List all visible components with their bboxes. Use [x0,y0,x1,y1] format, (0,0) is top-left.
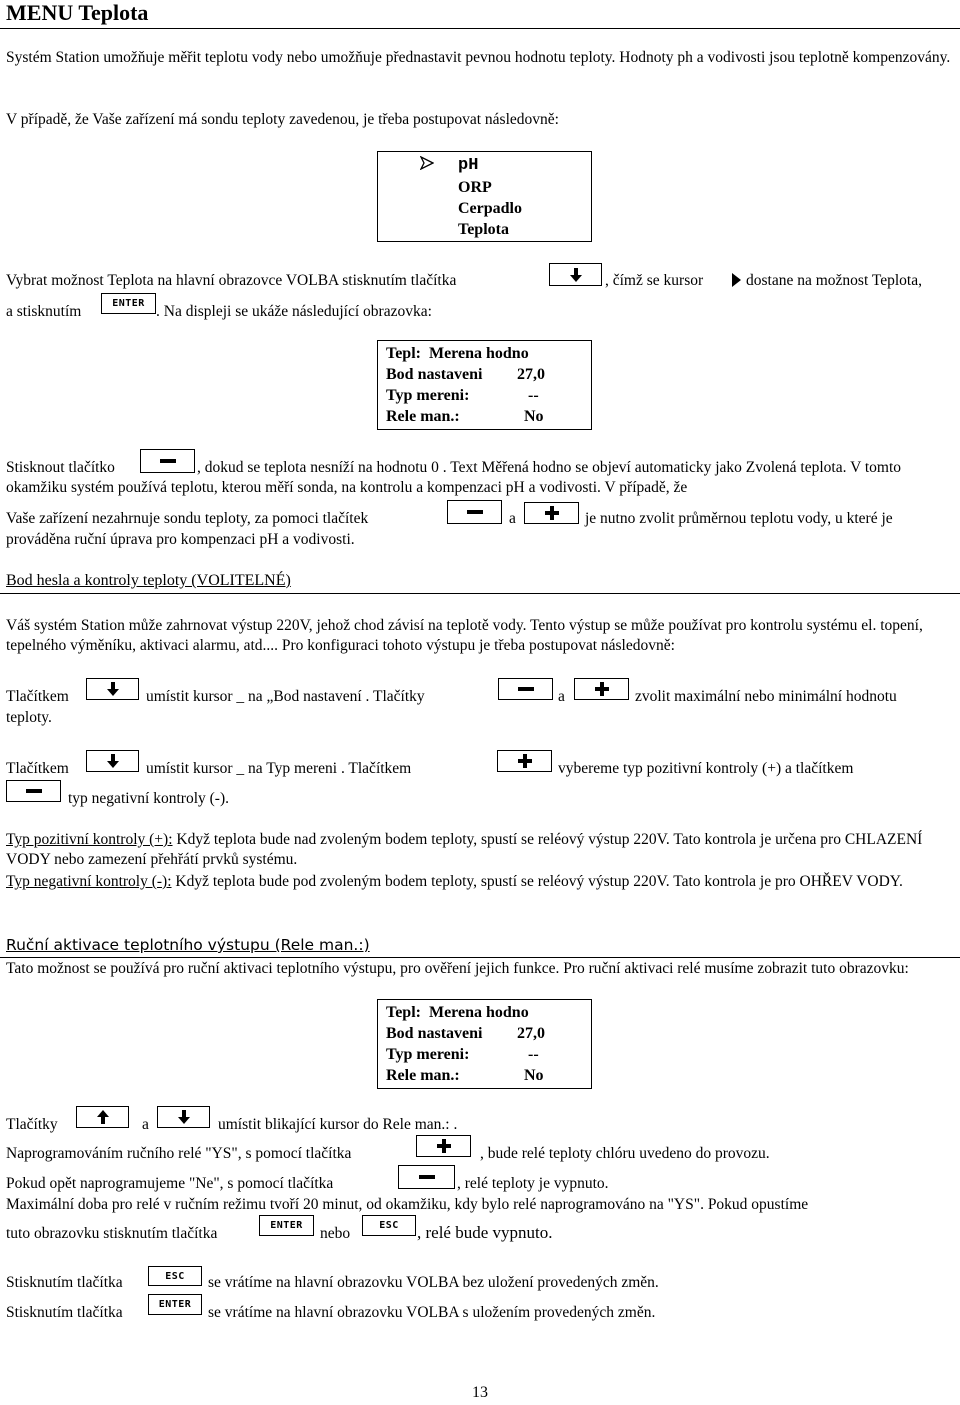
intro-paragraph-1: Systém Station umožňuje měřit teplotu vody nebo umožňuje přednastavit pevnou hodnotu teploty. Hodnoty ph a vodivosti jsou teplotně kompenzovány. [6,49,951,66]
display-row: Typ mereni: -- [386,1046,539,1063]
section1-l1e: teploty. [6,709,52,726]
plus-key-icon [574,678,629,700]
minus-key-icon [447,500,502,524]
temperature-display-screen-1 [377,340,592,430]
display-row: Tepl: Merena hodno [386,345,529,362]
section1-l1a: Tlačítkem [6,688,69,705]
down-arrow-key-icon [86,750,139,772]
plus-key-icon [497,750,552,772]
section1-l2b: umístit kursor _ na Typ mereni . Tlačítkem [146,760,412,777]
down-arrow-key-icon [157,1106,210,1128]
temperature-display-screen-2 [377,999,592,1089]
section2-l2a: Naprogramováním ručního relé "YS", s pomocí tlačítka [6,1145,352,1162]
menu-item-ph: pH [458,156,479,175]
section2-l5a: tuto obrazovku stisknutím tlačítka [6,1225,218,1242]
section2-l6a: Stisknutím tlačítka [6,1274,123,1291]
enter-key-icon: ENTER [259,1215,314,1236]
plus-key-icon [416,1135,471,1157]
page-number: 13 [472,1384,488,1401]
section2-l1a: Tlačítky [6,1116,58,1133]
section2-l2b: , bude relé teploty chlóru uvedeno do provozu. [480,1145,770,1162]
section-title-heslo: Bod hesla a kontroly teploty (VOLITELNÉ) [6,572,291,589]
esc-key-icon: ESC [362,1215,416,1236]
display-row: Rele man.: No [386,408,544,425]
intro-paragraph-2: V případě, že Vaše zařízení má sondu teploty zavedenou, je třeba postupovat následovně: [6,111,559,128]
minus-para-f: prováděna ruční úprava pro kompenzaci pH a vodivosti. [6,531,355,548]
section2-l4: Maximální doba pro relé v ručním režimu tvoří 20 minut, od okamžiku, kdy bylo relé naprogramováno na "YS". Pokud opustíme [6,1196,809,1213]
section1-l2a: Tlačítkem [6,760,69,777]
up-arrow-key-icon [76,1106,129,1128]
display-row: Rele man.: No [386,1067,544,1084]
select-text-c: dostane na možnost Teplota, [746,272,922,289]
section2-l5c: , relé bude vypnuto. [417,1223,553,1242]
minus-para-a: Stisknout tlačítko [6,459,115,476]
display-row: Tepl: Merena hodno [386,1004,529,1021]
section2-l7b: se vrátíme na hlavní obrazovku VOLBA s uložením provedených změn. [208,1304,656,1321]
positive-control-paragraph: Typ pozitivní kontroly (+): Když teplota bude nad zvoleným bodem teploty, spustí se reléový výstup 220V. Tato kontrola je určena pro CHLAZENÍ VODY nebo zamezení přehřátí prvků systému. [6,831,923,868]
section-divider [0,593,960,594]
minus-para-c: Vaše zařízení nezahrnuje sondu teploty, za pomoci tlačítek [6,510,369,527]
section2-l1c: umístit blikající kursor do Rele man.: . [218,1116,458,1133]
section2-paragraph: Tato možnost se používá pro ruční aktivaci teplotního výstupu, pro ověření jejich funkce. Pro ruční aktivaci relé musíme zobrazit tuto obrazovku: [6,960,909,977]
section2-l3a: Pokud opět naprogramujeme "Ne", s pomocí tlačítka [6,1175,334,1192]
minus-para-e: je nutno zvolit průměrnou teplotu vody, u které je [585,510,893,527]
cursor-triangle-icon [730,272,742,288]
section2-l1b: a [142,1116,149,1133]
section2-l5b: nebo [320,1225,351,1242]
section1-l2c: vybereme typ pozitivní kontroly (+) a tlačítkem [558,760,854,777]
section2-l7a: Stisknutím tlačítka [6,1304,123,1321]
display-row: Typ mereni: -- [386,387,539,404]
minus-para-d: a [509,510,516,527]
display-row: Bod nastaveni 27,0 [386,366,545,383]
section-divider [0,957,960,958]
display-row: Bod nastaveni 27,0 [386,1025,545,1042]
section2-l3b: , relé teploty je vypnuto. [457,1175,609,1192]
section1-l1c: a [558,688,565,705]
minus-key-icon [6,780,61,802]
minus-key-icon [498,678,553,700]
down-arrow-key-icon [549,263,602,286]
select-text-d: a stisknutím [6,303,82,320]
negative-control-paragraph: Typ negativní kontroly (-): Když teplota bude pod zvoleným bodem teploty, spustí se reléový výstup 220V. Tato kontrola je pro OHŘEV VODY. [6,873,903,890]
main-menu-box [377,151,592,242]
plus-key-icon [524,502,579,524]
menu-item-teplota: Teplota [458,221,509,238]
section-title-manual: Ruční aktivace teplotního výstupu (Rele man.:) [6,936,370,954]
minus-para-b: , dokud se teplota nesníží na hodnotu 0 . Text Měřená hodno se objeví automaticky jako Zvolená teplota. V tomto okamžiku systém používá teplotu, kterou měří sonda, na kontrolu a kompenzaci pH a vodivosti. V případě, že [6,459,902,496]
select-text-a: Vybrat možnost Teplota na hlavní obrazovce VOLBA stisknutím tlačítka [6,272,457,289]
menu-item-orp: ORP [458,179,492,196]
section1-l1d: zvolit maximální nebo minimální hodnotu [635,688,897,705]
negative-control-label: Typ negativní kontroly (-): [6,873,172,890]
positive-control-label: Typ pozitivní kontroly (+): [6,831,173,848]
enter-key-icon: ENTER [101,293,156,314]
select-text-b: , čímž se kursor [605,272,704,289]
page-title: MENU Teplota [6,0,149,25]
section2-l6b: se vrátíme na hlavní obrazovku VOLBA bez uložení provedených změn. [208,1274,659,1291]
section1-l1b: umístit kursor _ na „Bod nastavení . Tlačítky [146,688,425,705]
esc-key-icon: ESC [148,1266,202,1286]
minus-key-icon [398,1165,455,1189]
menu-item-cerpadlo: Cerpadlo [458,200,522,217]
down-arrow-key-icon [86,678,139,700]
select-text-e: . Na displeji se ukáže následující obrazovka: [156,303,432,320]
section1-paragraph: Váš systém Station může zahrnovat výstup 220V, jehož chod závisí na teplotě vody. Tento výstup se může používat pro kontrolu systému el. topení, tepelného výměníku, aktivaci alarmu, atd.... Pro konfiguraci tohoto výstupu je třeba postupovat následovně: [6,617,923,654]
section1-l2d: typ negativní kontroly (-). [68,790,229,807]
enter-key-icon: ENTER [148,1294,202,1315]
